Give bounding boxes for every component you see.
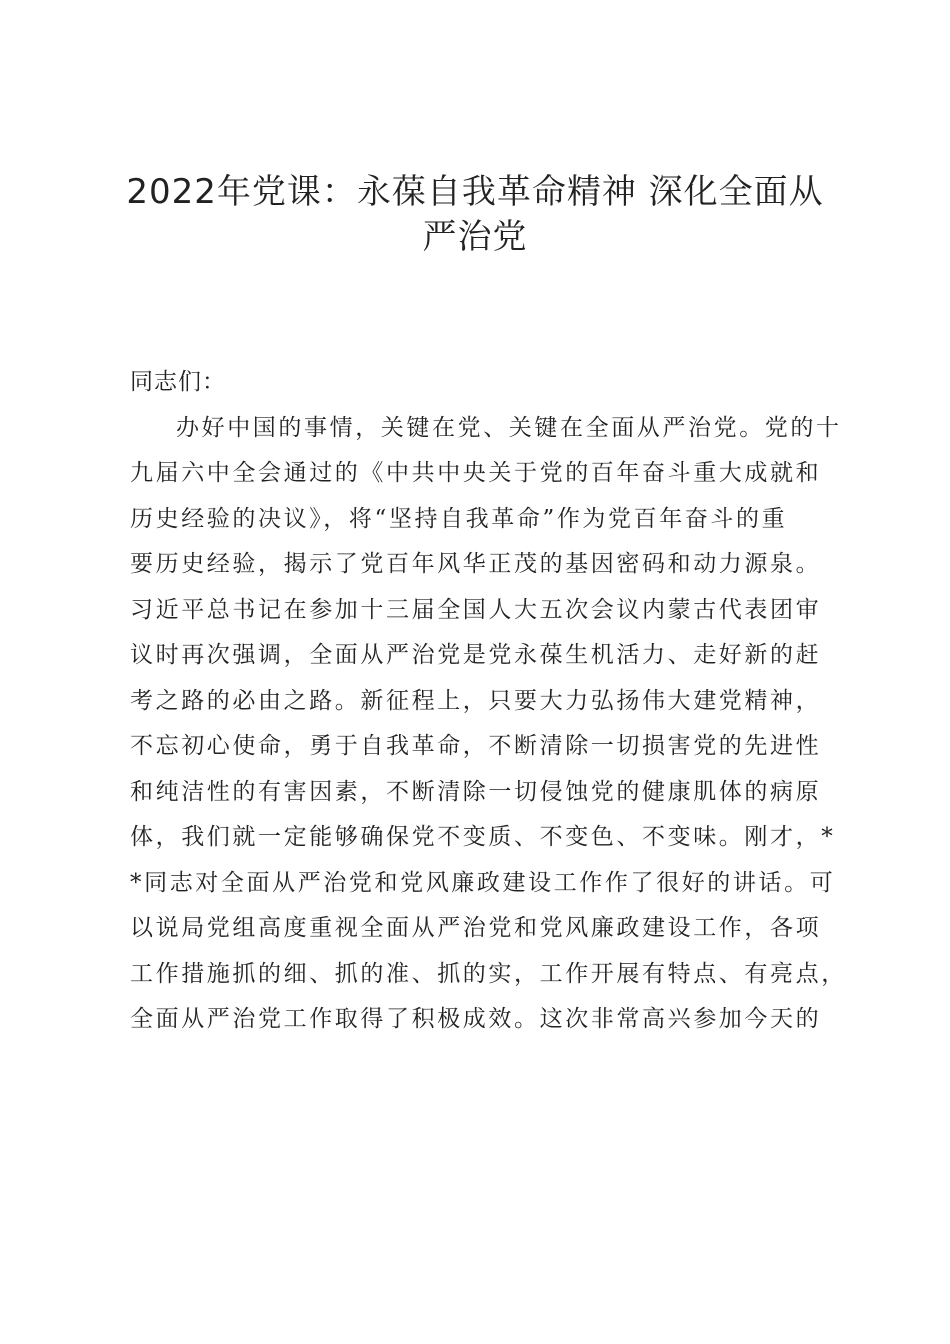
paragraph-line: 习近平总书记在参加十三届全国人大五次会议内蒙古代表团审 xyxy=(130,596,822,623)
paragraph-line: 历史经验的决议》，将“坚持自我革命”作为党百年奋斗的重 xyxy=(130,505,788,532)
document-body xyxy=(130,360,850,1043)
paragraph-line: 体，我们就一定能够确保党不变质、不变色、不变味。刚才，* xyxy=(130,824,836,850)
paragraph-line: 议时再次强调，全面从严治党是党永葆生机活力、走好新的赶 xyxy=(130,642,822,668)
paragraph-line: 考之路的必由之路。新征程上，只要大力弘扬伟大建党精神， xyxy=(130,687,822,714)
document-title xyxy=(100,170,850,260)
paragraph-line: 全面从严治党工作取得了积极成效。这次非常高兴参加今天的 xyxy=(130,1006,822,1032)
paragraph-line: 九届六中全会通过的《中共中央关于党的百年奋斗重大成就和 xyxy=(130,460,822,486)
greeting: 同志们： xyxy=(130,369,226,395)
paragraph-line: 办好中国的事情，关键在党、关键在全面从严治党。党的十 xyxy=(176,414,842,441)
paragraph-line: 以说局党组高度重视全面从严治党和党风廉政建设工作，各项 xyxy=(130,915,822,941)
paragraph xyxy=(130,406,850,1043)
title-line-2: 严治党 xyxy=(422,217,528,257)
paragraph-line: 不忘初心使命，勇于自我革命，不断清除一切损害党的先进性 xyxy=(130,733,822,759)
paragraph-line: 要历史经验，揭示了党百年风华正茂的基因密码和动力源泉。 xyxy=(130,551,822,577)
paragraph-line: *同志对全面从严治党和党风廉政建设工作作了很好的讲话。可 xyxy=(130,869,836,896)
paragraph-line: 和纯洁性的有害因素，不断清除一切侵蚀党的健康肌体的病原 xyxy=(130,778,822,805)
paragraph-line: 工作措施抓的细、抓的准、抓的实，工作开展有特点、有亮点， xyxy=(130,960,847,987)
title-line-1: 2022年党课：永葆自我革命精神 深化全面从 xyxy=(126,172,824,212)
